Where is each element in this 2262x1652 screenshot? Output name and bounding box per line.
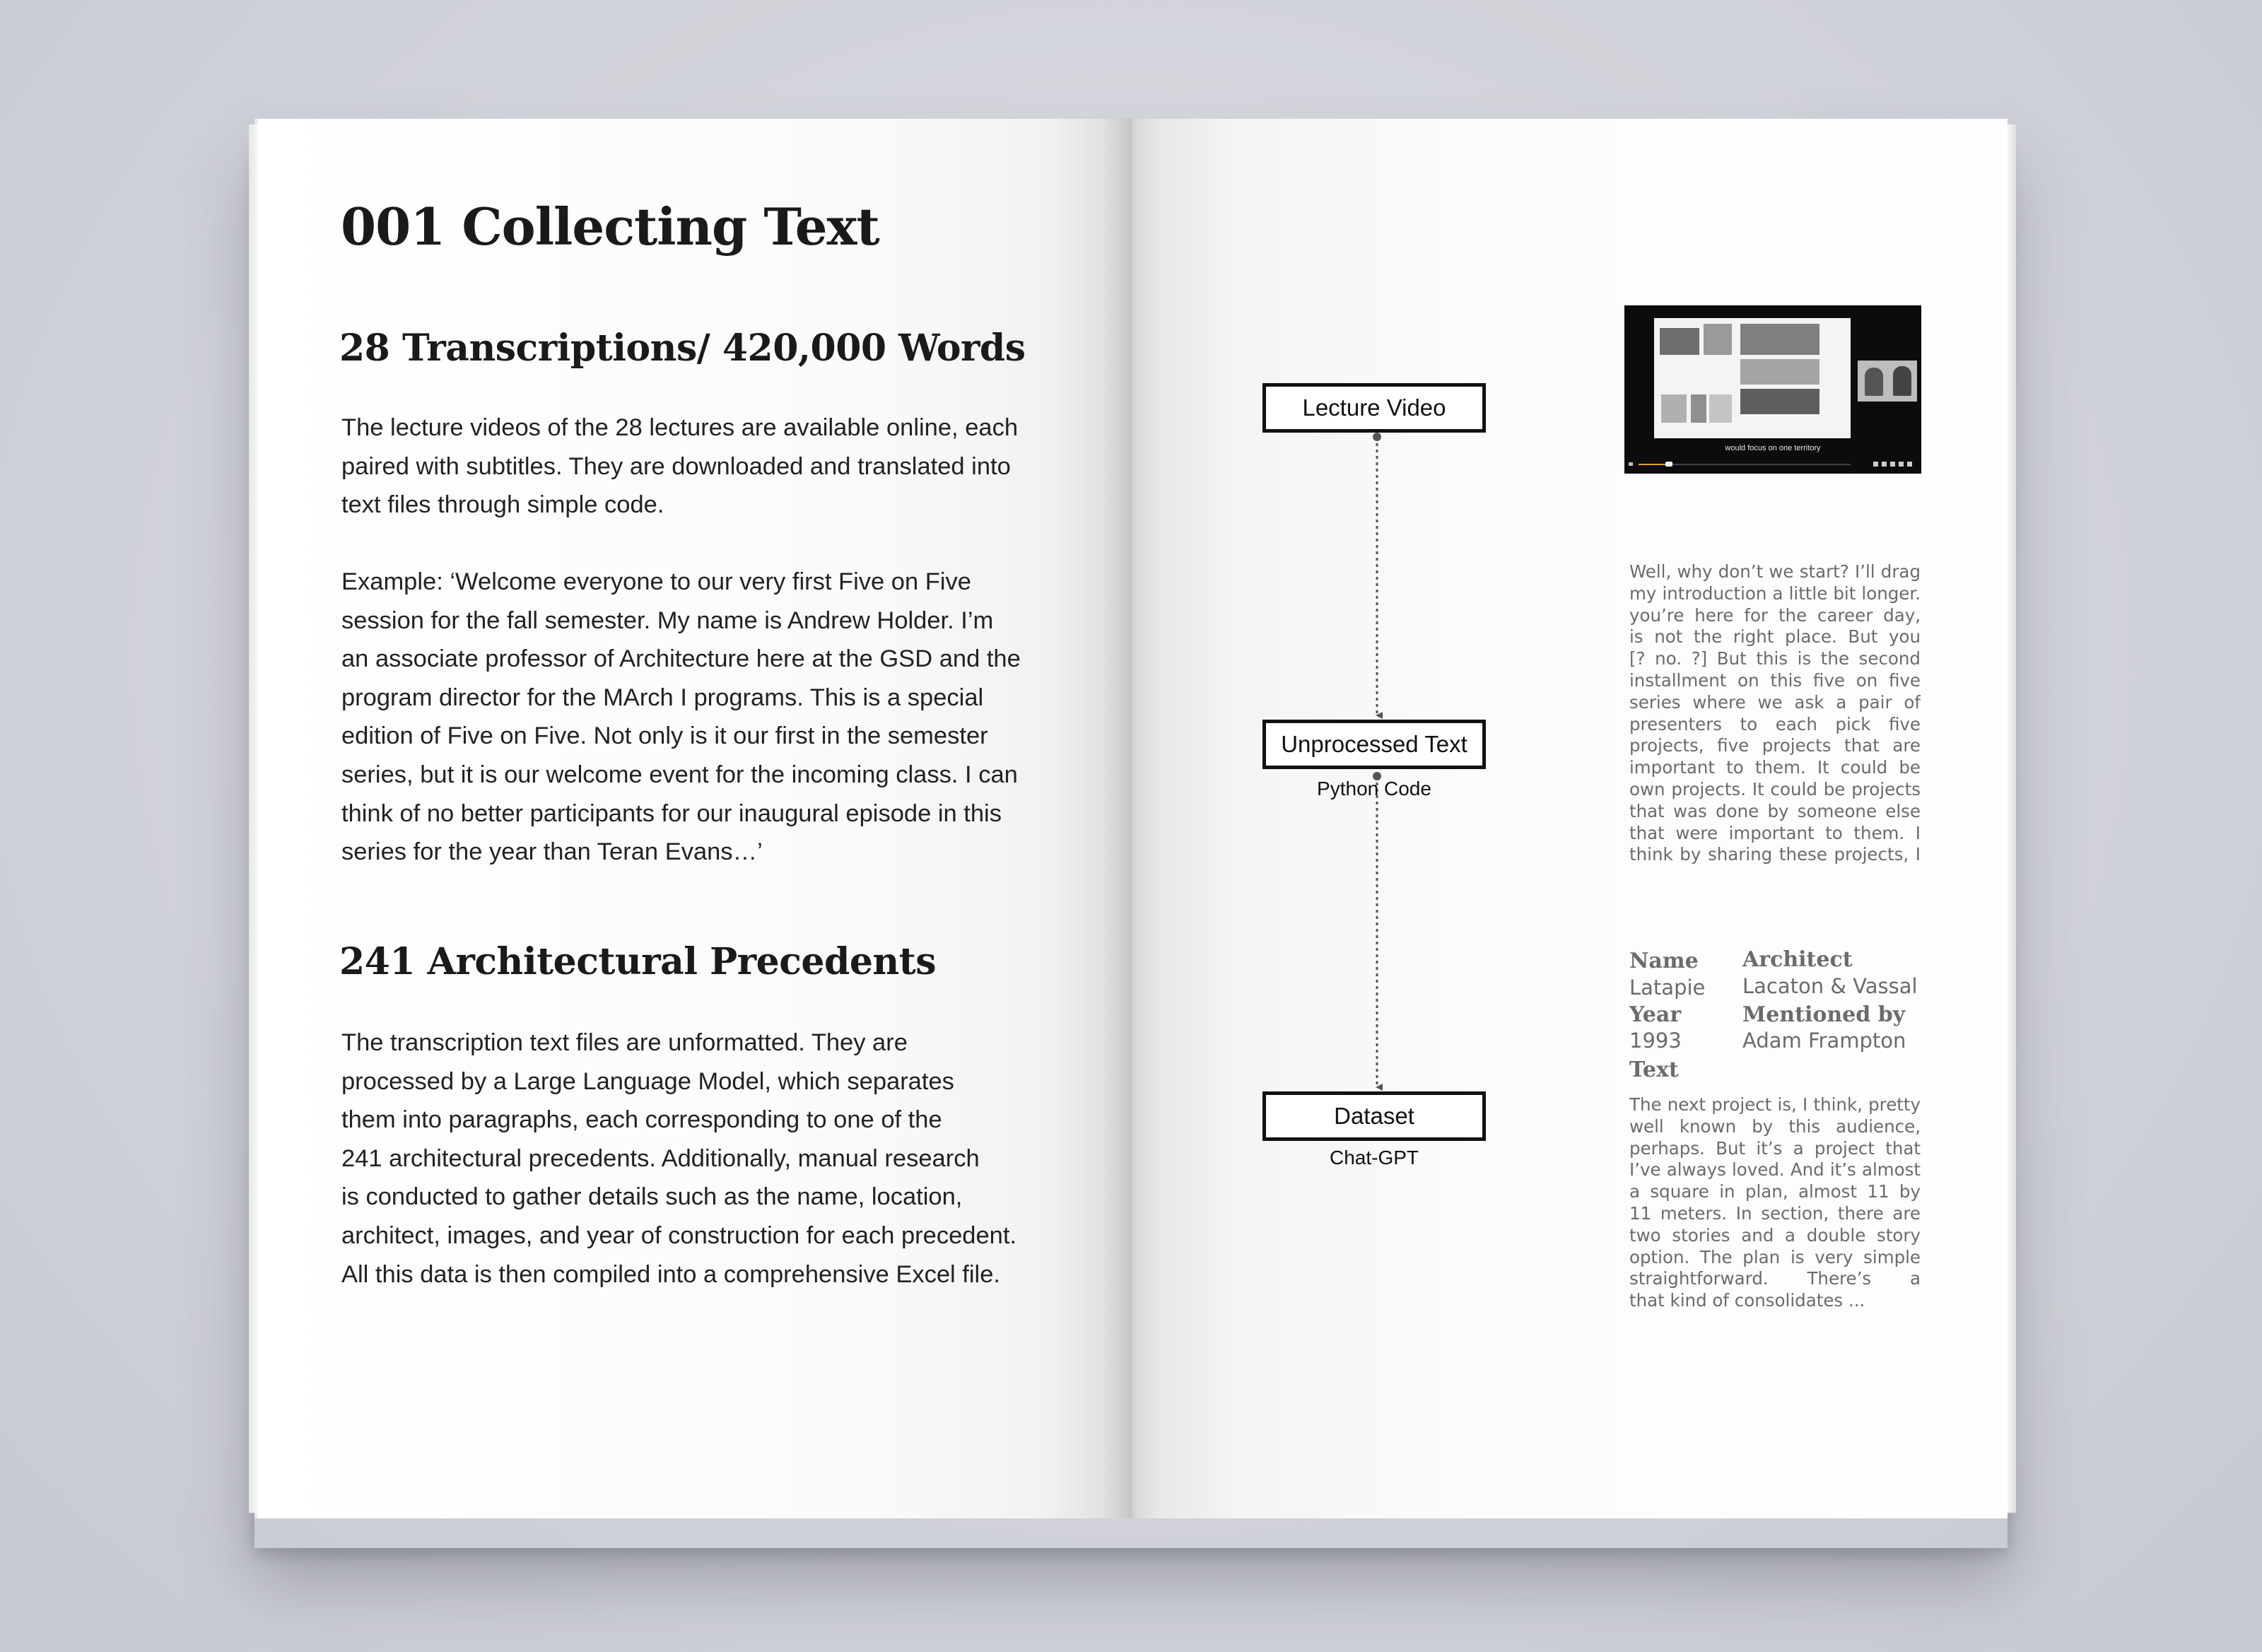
video-subtitle: would focus on one territory <box>1725 444 1821 452</box>
text-line: installment on this five on five <box>1629 669 1921 691</box>
text-line: is conducted to gather details such as the name, location, <box>341 1183 963 1211</box>
text-line: The transcription text files are unformatted. They are <box>341 1029 908 1056</box>
text-line: The next project is, I think, pretty <box>1629 1094 1921 1115</box>
text-line: that were important to them. I <box>1629 822 1921 843</box>
page-title: 001 Collecting Text <box>341 197 879 257</box>
thumbnail-slide <box>1654 318 1851 438</box>
record-name-label: Name <box>1629 949 1699 973</box>
presenter-figure <box>1893 366 1911 396</box>
paragraph-lecture-videos <box>341 409 1048 525</box>
paragraph-processing <box>341 1024 1048 1294</box>
text-line: text files through simple code. <box>341 491 664 519</box>
record-year-value: 1993 <box>1629 1029 1682 1053</box>
text-line: Example: ‘Welcome everyone to our very first Five on Five <box>341 568 971 595</box>
text-line: that kind of consolidates ... <box>1629 1290 1865 1311</box>
text-line: two stories and a double story <box>1629 1224 1921 1246</box>
video-controls <box>1629 459 1917 468</box>
text-line: All this data is then compiled into a comprehensive Excel file. <box>341 1260 1000 1288</box>
slide-photo <box>1704 324 1732 355</box>
text-line: a square in plan, almost 11 by <box>1629 1181 1921 1202</box>
record-text-label: Text <box>1629 1058 1679 1082</box>
slide-photo <box>1660 328 1699 355</box>
text-line: series, but it is our welcome event for the incoming class. I can <box>341 761 1018 788</box>
text-line: paired with subtitles. They are downloaded and translated into <box>341 452 1011 480</box>
lecture-video-thumbnail <box>1624 305 1921 474</box>
record-year-label: Year <box>1629 1002 1682 1027</box>
record-text-excerpt <box>1629 1094 1921 1312</box>
text-line: I’ve always loved. And it’s almost <box>1629 1159 1921 1181</box>
section-heading-precedents: 241 Architectural Precedents <box>339 940 937 983</box>
slide-photo <box>1709 394 1732 423</box>
text-line: 11 meters. In section, there are <box>1629 1202 1921 1224</box>
text-line: projects, five projects that are <box>1629 735 1921 756</box>
text-line: that was done by someone else <box>1629 800 1921 821</box>
book-gutter <box>1103 119 1159 1518</box>
text-line: important to them. It could be <box>1629 757 1921 778</box>
record-architect-value: Lacaton & Vassal <box>1742 974 1918 998</box>
flow-node-unprocessed-text: Unprocessed Text <box>1262 720 1486 769</box>
slide-photo <box>1740 324 1819 355</box>
text-line: presenters to each pick five <box>1629 713 1921 734</box>
text-line: think by sharing these projects, I <box>1629 844 1921 865</box>
text-line: [? no. ?] But this is the second <box>1629 648 1921 669</box>
text-line: well known by this audience, <box>1629 1115 1921 1137</box>
text-line: 241 architectural precedents. Additionally, manual research <box>341 1144 980 1172</box>
record-name-value: Latapie <box>1629 976 1706 1000</box>
presenter-figure <box>1865 368 1883 396</box>
text-line: my introduction a little bit longer. <box>1629 582 1921 604</box>
text-line: is not the right place. But you <box>1629 626 1921 648</box>
text-line: option. The plan is very simple <box>1629 1246 1921 1267</box>
section-heading-transcriptions: 28 Transcriptions/ 420,000 Words <box>339 327 1026 370</box>
slide-photo <box>1691 394 1706 423</box>
text-line: edition of Five on Five. Not only is it our first in the semester <box>341 722 988 750</box>
text-line: an associate professor of Architecture here at the GSD and the <box>341 645 1021 673</box>
transcript-excerpt <box>1629 561 1921 866</box>
record-mentioned-value: Adam Frampton <box>1742 1029 1906 1053</box>
text-line: straightforward. There’s a <box>1629 1268 1921 1289</box>
text-line: series where we ask a pair of <box>1629 691 1921 713</box>
slide-photo <box>1740 359 1819 385</box>
flow-node-dataset: Dataset <box>1262 1091 1486 1141</box>
text-line: processed by a Large Language Model, which separates <box>341 1067 954 1095</box>
paragraph-example-quote <box>341 563 1048 872</box>
text-line: session for the fall semester. My name is Andrew Holder. I’m <box>341 607 994 634</box>
text-line: Well, why don’t we start? I’ll drag <box>1629 561 1921 582</box>
text-line: series for the year than Teran Evans…’ <box>341 838 763 866</box>
slide-photo <box>1740 389 1819 414</box>
text-line: them into paragraphs, each corresponding to one of the <box>341 1106 942 1134</box>
record-mentioned-label: Mentioned by <box>1742 1002 1906 1027</box>
record-architect-label: Architect <box>1742 947 1853 972</box>
flow-caption-python-code: Python Code <box>1317 778 1431 799</box>
flow-node-lecture-video: Lecture Video <box>1262 383 1486 433</box>
presenter-camera <box>1858 361 1917 402</box>
text-line: perhaps. But it’s a project that <box>1629 1137 1921 1159</box>
text-line: program director for the MArch I programs. This is a special <box>341 684 984 711</box>
flow-caption-chat-gpt: Chat-GPT <box>1329 1147 1419 1168</box>
text-line: own projects. It could be projects <box>1629 778 1921 799</box>
text-line: architect, images, and year of construction for each precedent. <box>341 1222 1017 1249</box>
text-line: think of no better participants for our inaugural episode in this <box>341 799 1002 827</box>
slide-photo <box>1661 394 1687 423</box>
text-line: The lecture videos of the 28 lectures are available online, each <box>341 414 1019 441</box>
text-line: you’re here for the career day, <box>1629 604 1921 626</box>
